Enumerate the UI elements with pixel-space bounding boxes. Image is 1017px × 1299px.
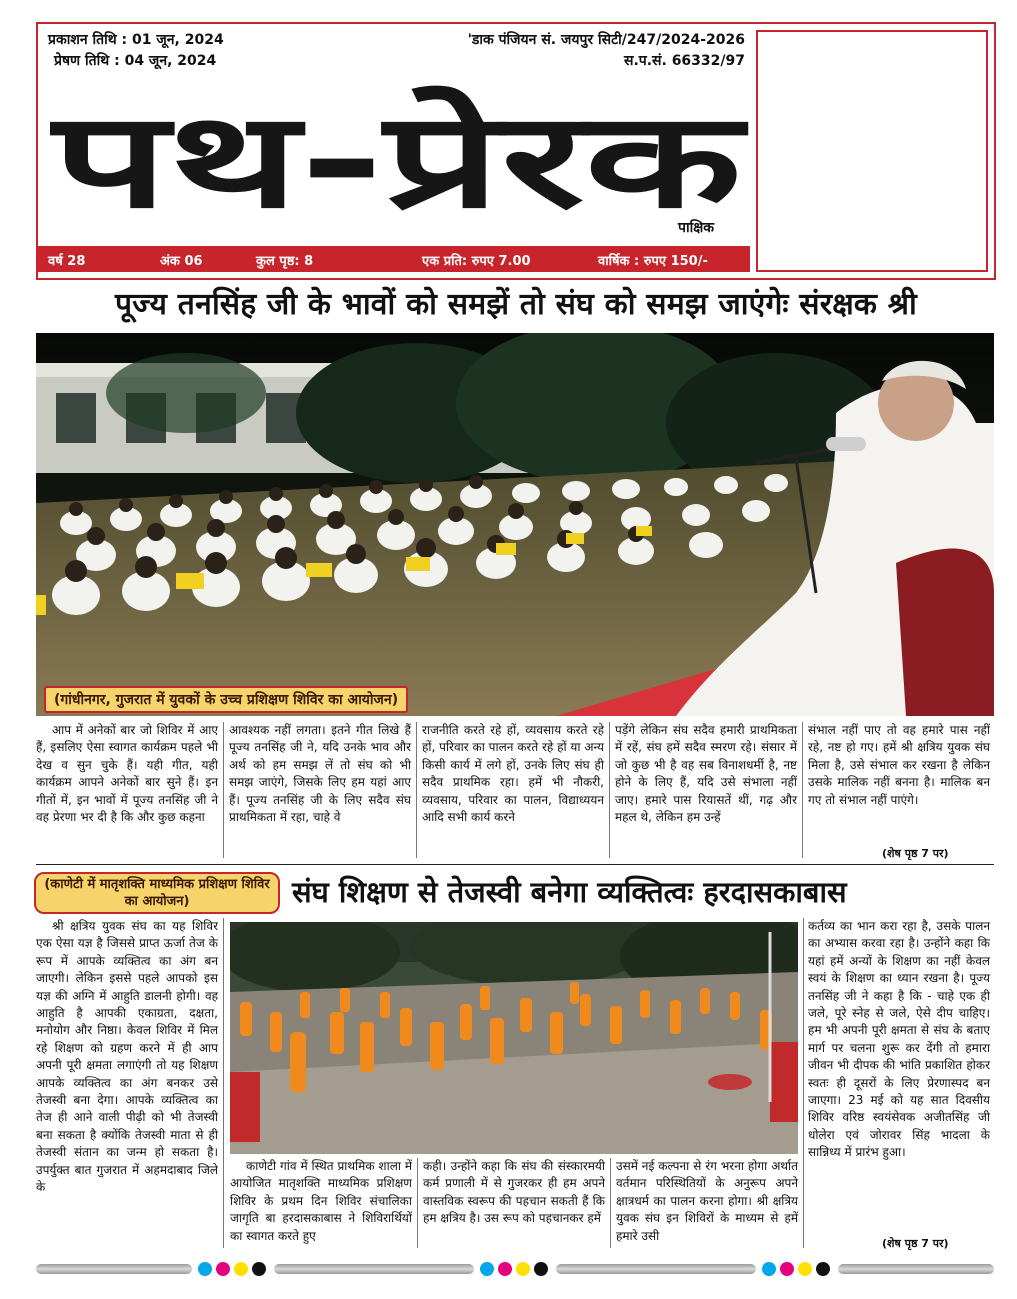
- registration-dot-magenta: [216, 1262, 230, 1276]
- story2-photo: [230, 922, 798, 1154]
- story2-kicker: (काणेटी में मातृशक्ति माध्यमिक प्रशिक्षण शिविर का आयोजन): [34, 872, 280, 914]
- registration-segment: [556, 1264, 756, 1274]
- rps-number: स.प.सं. 66332/97: [623, 53, 745, 69]
- registration-dot-black: [816, 1262, 830, 1276]
- print-registration-bar: [36, 1262, 994, 1276]
- column-divider: [802, 722, 803, 858]
- volume-year: वर्ष 28: [48, 254, 86, 269]
- registration-dot-magenta: [498, 1262, 512, 1276]
- story1-column-1: आप में अनेकों बार जो शिविर में आए हैं, इसलिए ऐसा स्वागत कार्यक्रम पहले भी देख व सुन चुके हैं। यही गीत, यही कार्यक्रम आपने अनेकों बार सुने हैं। इन गीतों में, इन भावों में पूज्य तनसिंह जी ने वह प्रेरणा भर दी है कि और कुछ कहना: [36, 723, 218, 825]
- registration-dot-magenta: [780, 1262, 794, 1276]
- registration-dot-cyan: [480, 1262, 494, 1276]
- registration-segment: [274, 1264, 474, 1274]
- column-divider: [803, 918, 804, 1248]
- address-stamp-box: [756, 30, 988, 272]
- story2-bottom-column-3: उसमें नई कल्पना से रंग भरना होगा अर्थात वर्तमान परिस्थितियों के अनुरूप अपने क्षात्रधर्म का पालन करना होगा। श्री क्षत्रिय युवक संघ इन शिविरों के माध्यम से हमें हमारे उसी: [616, 1159, 798, 1243]
- publication-date: प्रकाशन तिथि : 01 जून, 2024: [48, 32, 224, 48]
- column-divider: [609, 722, 610, 858]
- story2-headline: संघ शिक्षण से तेजस्वी बनेगा व्यक्तित्वः हरदासकाबास: [292, 875, 847, 909]
- masthead-registration: [420, 30, 745, 72]
- story2-continued-note: (शेष पृष्ठ 7 पर): [882, 1237, 949, 1250]
- registration-dot-black: [534, 1262, 548, 1276]
- story2-left-column: श्री क्षत्रिय युवक संघ का यह शिविर एक ऐसा यज्ञ है जिससे प्राप्त ऊर्जा तेज के रूप में आपके व्यक्तित्व का अंग बन जाएगी। लेकिन इससे पहले आपको इस यज्ञ की अग्नि में आहुति डालनी होगी। वह आहुति है आपकी एकाग्रता, दक्षता, मनोयोग और निष्ठा। केवल शिविर में मिल रहे शिक्षण को ग्रहण करने में ही आप अपनी पूरी क्षमता लगाएंगी तो यह शिक्षण आपके व्यक्तित्व का अंग बनकर उसे तेजस्वी बना देगा। आपके व्यक्तित्व का तेज ही आने वाली पीढ़ी को भी तेजस्वी बना सकता है क्योंकि तेजस्वी माता से ही तेजस्वी संतान का जन्म हो सकता है। उपर्युक्त बात गुजरात में अहमदाबाद जिले के: [36, 919, 218, 1195]
- annual-price: वार्षिक : रुपए 150/-: [598, 254, 708, 269]
- story1-photo-caption: (गांधीनगर, गुजरात में युवकों के उच्च प्रशिक्षण शिविर का आयोजन): [44, 686, 408, 713]
- column-divider: [610, 1158, 611, 1248]
- section-divider: [36, 864, 994, 865]
- column-divider: [416, 722, 417, 858]
- newspaper-logo: [50, 78, 750, 218]
- dispatch-date: प्रेषण तिथि : 04 जून, 2024: [54, 53, 217, 69]
- story1-column-2: आवश्यक नहीं लगता। इतने गीत लिखे हैं पूज्य तनसिंह जी ने, यदि उनके भाव और अर्थ को हम समझ लें तो संघ को भी समझ जाएंगे, जिसके लिए हम यहां आए हैं। पूज्य तनसिंह जी के लिए सदैव संघ प्राथमिकता में रहा, चाहे वे: [229, 723, 411, 825]
- masthead-dates: [48, 30, 224, 72]
- registration-dot-cyan: [762, 1262, 776, 1276]
- story1-column-5: संभाल नहीं पाए तो वह हमारे पास नहीं रहे, नष्ट हो गए। हमें श्री क्षत्रिय युवक संघ मिला है, उसे संभाल कर रखना है लेकिन उसके मालिक नहीं बनना है। मालिक बन गए तो संभाल नहीं पाएंगे।: [808, 723, 990, 807]
- column-divider: [223, 918, 224, 1248]
- column-divider: [417, 1158, 418, 1248]
- frequency-label: पाक्षिक: [678, 220, 714, 236]
- registration-dot-yellow: [798, 1262, 812, 1276]
- story2-bottom-column-1: काणेटी गांव में स्थित प्राथमिक शाला में आयोजित मातृशक्ति माध्यमिक प्रशिक्षण शिविर के प्रथम दिन शिविर संचालिका जागृति बा हरदासकाबास ने शिविरार्थियों का स्वागत करते हुए: [230, 1159, 412, 1243]
- issue-info-bar: [38, 246, 750, 272]
- registration-dot-black: [252, 1262, 266, 1276]
- story1-headline: पूज्य तनसिंह जी के भावों को समझें तो संघ को समझ जाएंगेः संरक्षक श्री: [114, 287, 918, 322]
- issue-number: अंक 06: [160, 254, 203, 269]
- story1-column-4: पड़ेंगे लेकिन संघ सदैव हमारी प्राथमिकता में रहें, संघ हमें सदैव स्मरण रहे। संसार में जो कुछ भी है वह सब विनाशधर्मी है, नष्ट होने के लिए हैं, यदि उसे संभाला नहीं जाए। हमारे पास रियासतें थीं, गढ़ और महल थे, लेकिन हम उन्हें: [615, 723, 797, 825]
- story1-photo: [36, 333, 994, 716]
- story1-column-3: राजनीति करते रहे हों, व्यवसाय करते रहे हों, परिवार का पालन करते रहे हों या अन्य किसी कार्य में लगे हों, उनके लिए संघ ही सदैव प्राथमिक रहा। हमें भी नौकरी, व्यवसाय, परिवार का पालन, विद्याध्ययन आदि सभी कार्य करने: [422, 723, 604, 825]
- single-copy-price: एक प्रति: रुपए 7.00: [422, 254, 531, 269]
- registration-segment: [838, 1264, 994, 1274]
- newspaper-title: पथ-प्रेरक: [50, 84, 750, 218]
- registration-dot-yellow: [516, 1262, 530, 1276]
- column-divider: [223, 722, 224, 858]
- story2-right-column: कर्तव्य का भान करा रहा है, उसके पालन का अभ्यास करवा रहा है। उन्होंने कहा कि यहां हमें अन्यों के शिक्षण का नहीं केवल स्वयं के शिक्षण का ध्यान रखना है। पूज्य तनसिंह जी ने कहा है कि - चाहे एक ही जले, पूरे स्नेह से जले, ऐसे दीप चाहिए। हम भी अपनी पूरी क्षमता से संघ के बताए मार्ग पर चलना शुरू कर देंगी तो हमारा जीवन भी दीपक की भांति प्रकाशित होकर स्वतः ही दूसरों के लिए प्रेरणास्पद बन जाएगा। 23 मई को यह सात दिवसीय शिविर वरिष्ठ स्वयंसेवक अजीतसिंह जी धोलेरा एवं जोरावर सिंह भादला के सान्निध्य में प्रारंभ हुआ।: [808, 919, 990, 1160]
- story1-continued-note: (शेष पृष्ठ 7 पर): [882, 847, 949, 860]
- registration-dot-yellow: [234, 1262, 248, 1276]
- registration-dot-cyan: [198, 1262, 212, 1276]
- postal-registration: 'डाक पंजियन सं. जयपुर सिटी/247/2024-2026: [467, 32, 745, 48]
- page-count: कुल पृष्ठ: 8: [256, 254, 314, 269]
- registration-segment: [36, 1264, 192, 1274]
- story2-bottom-column-2: कही। उन्होंने कहा कि संघ की संस्कारमयी कर्म प्रणाली में से गुजरकर ही हम अपने वास्तविक स्वरूप की पहचान सकती हैं कि हम क्षत्रिय है। उस रूप को पहचानकर हमें: [423, 1159, 605, 1226]
